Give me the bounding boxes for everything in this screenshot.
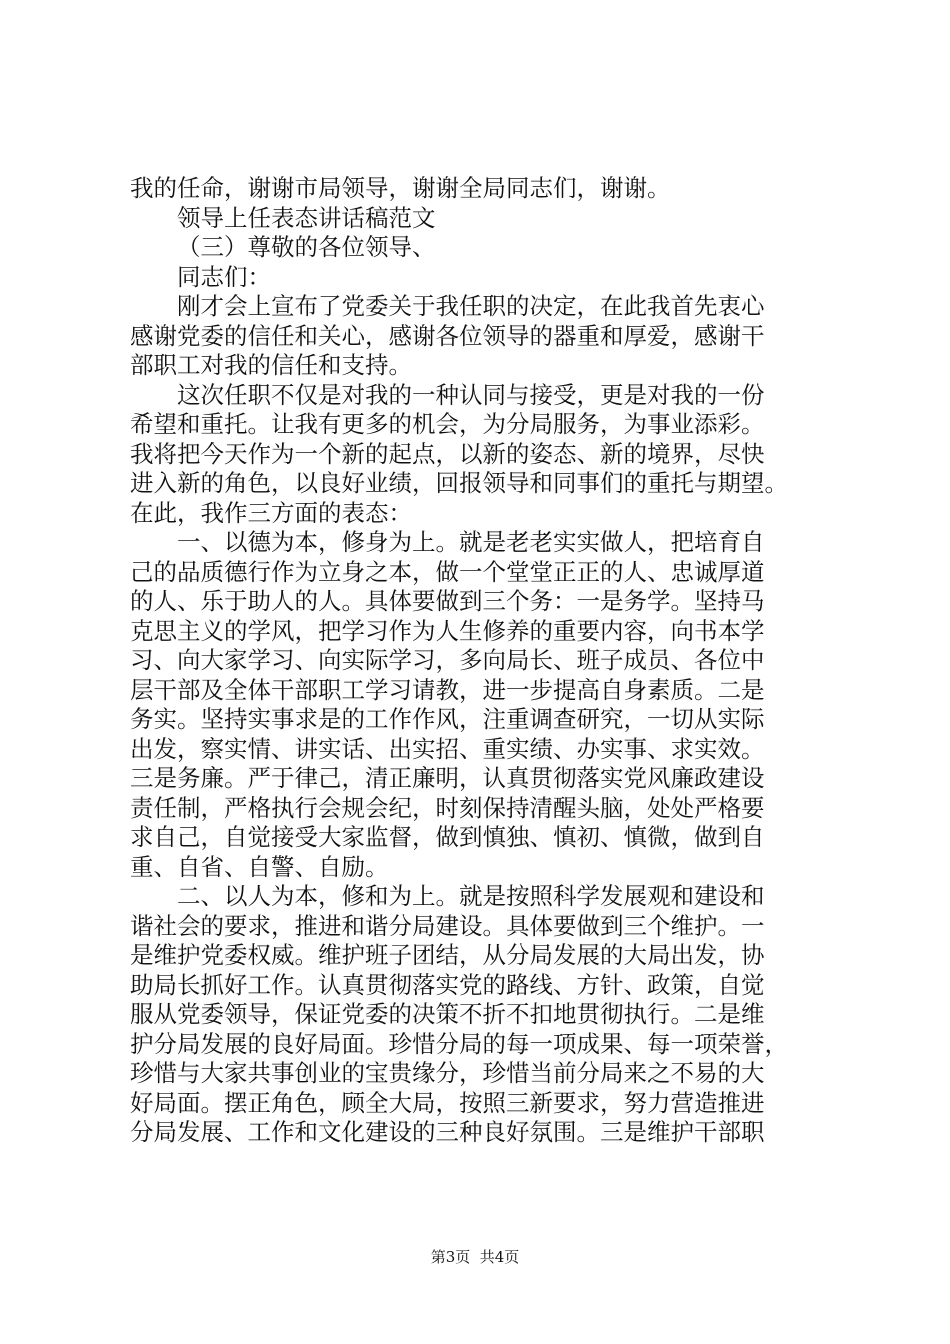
text-line: （三）尊敬的各位领导、 bbox=[177, 233, 436, 261]
text-line: 克思主义的学风，把学习作为人生修养的重要内容，向书本学 bbox=[130, 616, 765, 645]
text-line: 服从党委领导，保证党委的决策不折不扣地贯彻执行。二是维 bbox=[130, 1000, 765, 1028]
text-line: 我的任命，谢谢市局领导，谢谢全局同志们，谢谢。 bbox=[130, 174, 671, 202]
text-line: 是维护党委权威。维护班子团结，从分局发展的大局出发，协 bbox=[130, 941, 765, 969]
text-line: 三是务廉。严于律己，清正廉明，认真贯彻落实党风廉政建设 bbox=[130, 764, 765, 792]
text-line: 珍惜与大家共事创业的宝贵缘分，珍惜当前分局来之不易的大 bbox=[130, 1059, 765, 1087]
text-line: 同志们： bbox=[177, 262, 271, 291]
text-line: 层干部及全体干部职工学习请教，进一步提高自身素质。二是 bbox=[130, 675, 765, 704]
text-line: 谐社会的要求，推进和谐分局建设。具体要做到三个维护。一 bbox=[130, 911, 765, 940]
text-line: 在此，我作三方面的表态： bbox=[130, 498, 412, 527]
text-line: 好局面。摆正角色，顾全大局，按照三新要求，努力营造推进 bbox=[130, 1088, 765, 1117]
text-line: 的人、乐于助人的人。具体要做到三个务：一是务学。坚持马 bbox=[130, 587, 765, 615]
text-line: 责任制，严格执行会规会纪，时刻保持清醒头脑，处处严格要 bbox=[130, 793, 765, 822]
text-line: 部职工对我的信任和支持。 bbox=[130, 351, 412, 379]
text-line: 己的品质德行作为立身之本，做一个堂堂正正的人、忠诚厚道 bbox=[130, 557, 765, 586]
text-line: 希望和重托。让我有更多的机会，为分局服务，为事业添彩。 bbox=[130, 410, 765, 438]
text-line: 重、自省、自警、自励。 bbox=[130, 852, 389, 881]
page-footer: 第3页 共4页 bbox=[430, 1248, 520, 1266]
text-line: 这次任职不仅是对我的一种认同与接受，更是对我的一份 bbox=[177, 380, 765, 409]
text-line: 助局长抓好工作。认真贯彻落实党的路线、方针、政策，自觉 bbox=[130, 970, 765, 999]
text-line: 二、以人为本，修和为上。就是按照科学发展观和建设和 bbox=[177, 882, 765, 910]
text-line: 出发，察实情、讲实话、出实招、重实绩、办实事、求实效。 bbox=[130, 734, 765, 763]
document-body bbox=[130, 174, 834, 1148]
text-line: 我将把今天作为一个新的起点，以新的姿态、新的境界，尽快 bbox=[130, 439, 765, 468]
text-line: 进入新的角色，以良好业绩，回报领导和同事们的重托与期望。 bbox=[130, 469, 788, 497]
text-line: 求自己，自觉接受大家监督，做到慎独、慎初、慎微，做到自 bbox=[130, 823, 765, 851]
text-line: 领导上任表态讲话稿范文 bbox=[177, 203, 436, 232]
text-line: 刚才会上宣布了党委关于我任职的决定，在此我首先衷心 bbox=[177, 292, 765, 320]
text-line: 一、以德为本，修身为上。就是老老实实做人，把培育自 bbox=[177, 528, 765, 556]
text-line: 感谢党委的信任和关心，感谢各位领导的器重和厚爱，感谢干 bbox=[130, 321, 765, 350]
text-line: 护分局发展的良好局面。珍惜分局的每一项成果、每一项荣誉， bbox=[130, 1029, 788, 1058]
text-line: 习、向大家学习、向实际学习，多向局长、班子成员、各位中 bbox=[130, 646, 765, 674]
text-line: 务实。坚持实事求是的工作作风，注重调查研究，一切从实际 bbox=[130, 705, 765, 733]
text-line: 分局发展、工作和文化建设的三种良好氛围。三是维护干部职 bbox=[130, 1118, 765, 1146]
